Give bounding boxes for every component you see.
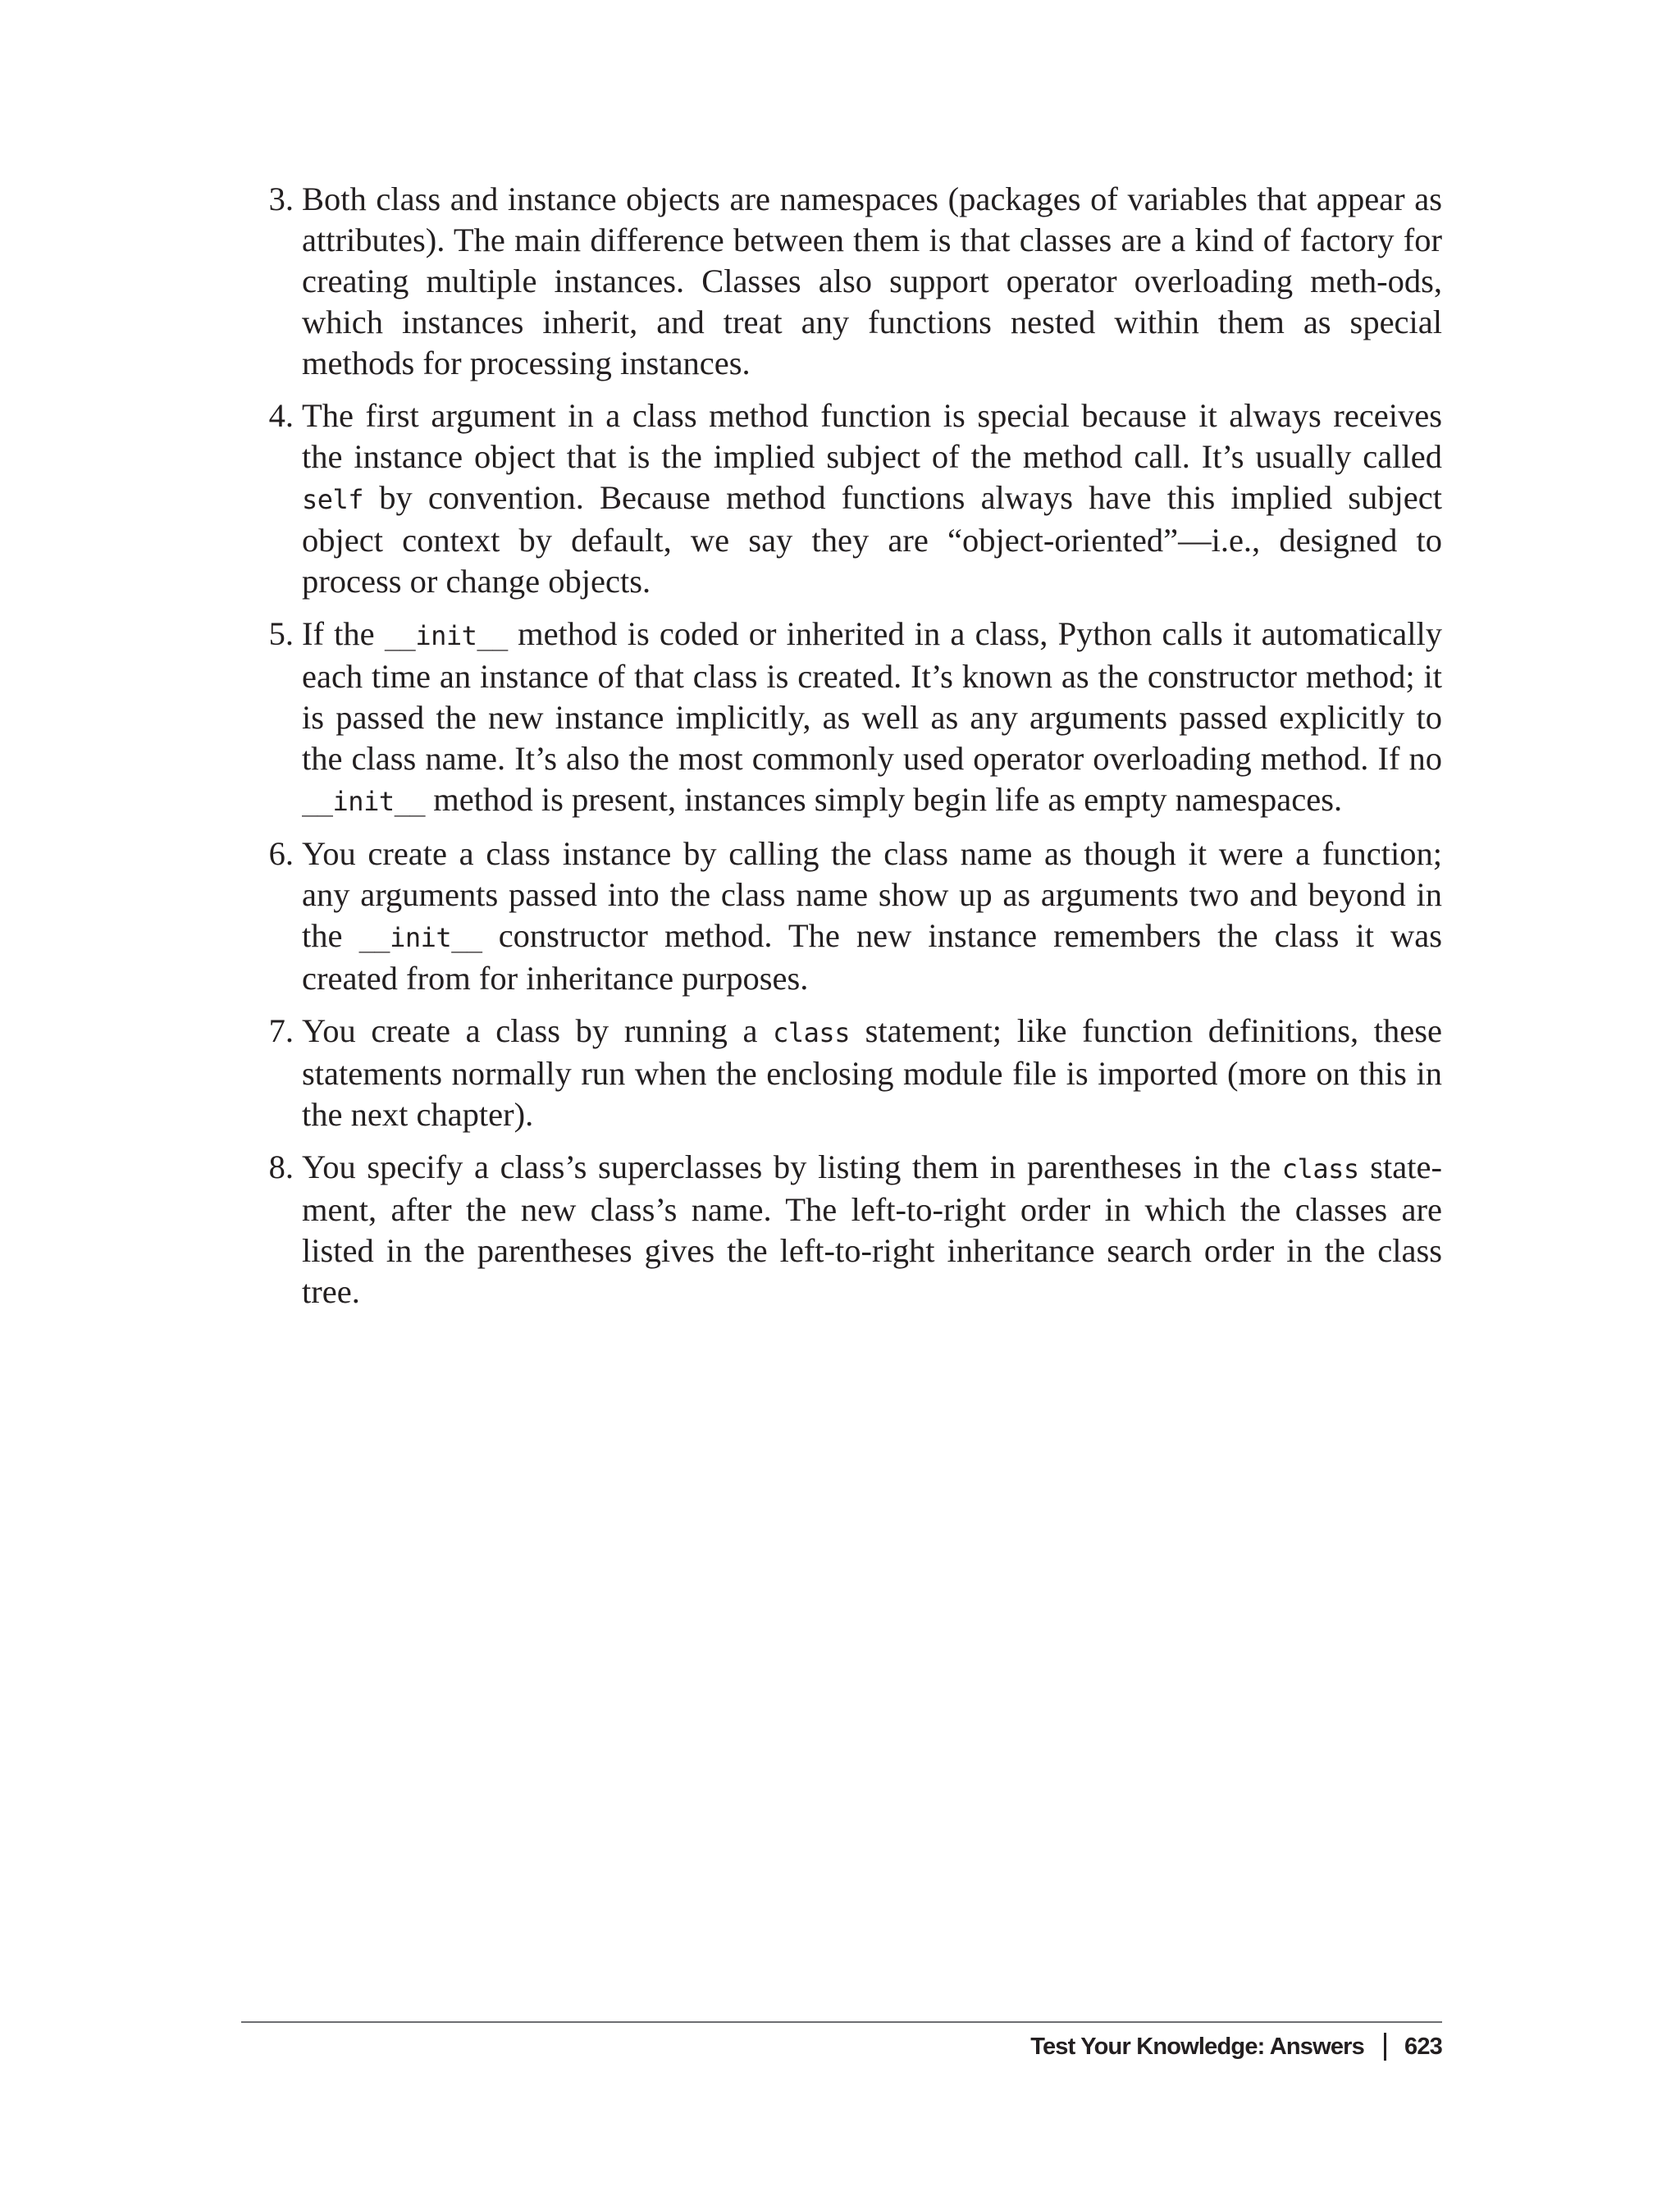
running-footer — [1030, 2033, 1442, 2061]
answer-text — [302, 1012, 1442, 1133]
answer-text — [302, 615, 1442, 818]
text-run: The first argument in a class method function is special because it always receives the instance object that is the implied subject of the method call. It’s usually called — [302, 397, 1442, 475]
text-run: You create a class by running a — [302, 1012, 774, 1049]
answer-number: 3. — [268, 180, 294, 217]
answer-text — [302, 1148, 1442, 1310]
page-number: 623 — [1404, 2033, 1442, 2060]
inline-code: __init__ — [384, 620, 508, 651]
answer-item — [254, 614, 1442, 822]
text-run: constructor method. The new instance remembers the class it was created from for inheritance purposes. — [302, 917, 1442, 997]
answer-item — [254, 833, 1442, 999]
inline-code: __init__ — [358, 922, 482, 953]
inline-code: class — [773, 1017, 850, 1048]
answer-item — [254, 179, 1442, 384]
inline-code: class — [1281, 1153, 1359, 1185]
answer-text — [302, 180, 1442, 381]
footer-separator — [1384, 2033, 1386, 2061]
text-run: If the — [302, 615, 385, 652]
answer-number: 6. — [268, 835, 294, 872]
answer-number: 5. — [268, 615, 294, 652]
text-run: Both class and instance objects are namespaces (packages of variables that appear as attributes). The main difference between them is that classes are a kind of factory for creating multiple instances. Classes also support operator overloading meth-ods, which instances inherit, and treat any functions nested within them as special methods for processing instances. — [302, 180, 1442, 381]
inline-code: __init__ — [302, 786, 426, 817]
answer-number: 7. — [268, 1012, 294, 1049]
text-run: statement; like function definitions, these statements normally run when the enclosing module file is imported (more on this in the next chapter). — [302, 1012, 1442, 1133]
text-run: state-ment, after the new class’s name. The left-to-right order in which the classes are listed in the parentheses gives the left-to-right inheritance search order in the class tree. — [302, 1148, 1442, 1310]
answer-number: 8. — [268, 1148, 294, 1185]
footer-rule — [241, 2021, 1442, 2023]
answer-text — [302, 397, 1442, 600]
footer-section-title: Test Your Knowledge: Answers — [1030, 2033, 1364, 2060]
text-run: method is present, instances simply begin life as empty namespaces. — [425, 781, 1343, 818]
answer-item — [254, 395, 1442, 602]
answers-body — [254, 179, 1442, 1324]
answers-list — [254, 179, 1442, 1312]
answer-item — [254, 1011, 1442, 1135]
answer-text — [302, 835, 1442, 997]
text-run: method is coded or inherited in a class, Python calls it automatically each time an instance of that class is created. It’s known as the constructor method; it is passed the new instance implicitly, as well as any arguments passed explicitly to the class name. It’s also the most commonly used operator overloading method. If no — [302, 615, 1442, 777]
text-run: by convention. Because method functions always have this implied subject object context by default, we say they are “object-oriented”—i.e., designed to process or change objects. — [302, 479, 1442, 600]
inline-code: self — [302, 484, 364, 515]
answer-item — [254, 1147, 1442, 1312]
text-run: You create a class instance by calling the class name as though it were a function; any arguments passed into the class name show up as arguments two and beyond in the — [302, 835, 1442, 954]
answer-number: 4. — [268, 397, 294, 434]
text-run: You specify a class’s superclasses by listing them in parentheses in the — [302, 1148, 1282, 1185]
